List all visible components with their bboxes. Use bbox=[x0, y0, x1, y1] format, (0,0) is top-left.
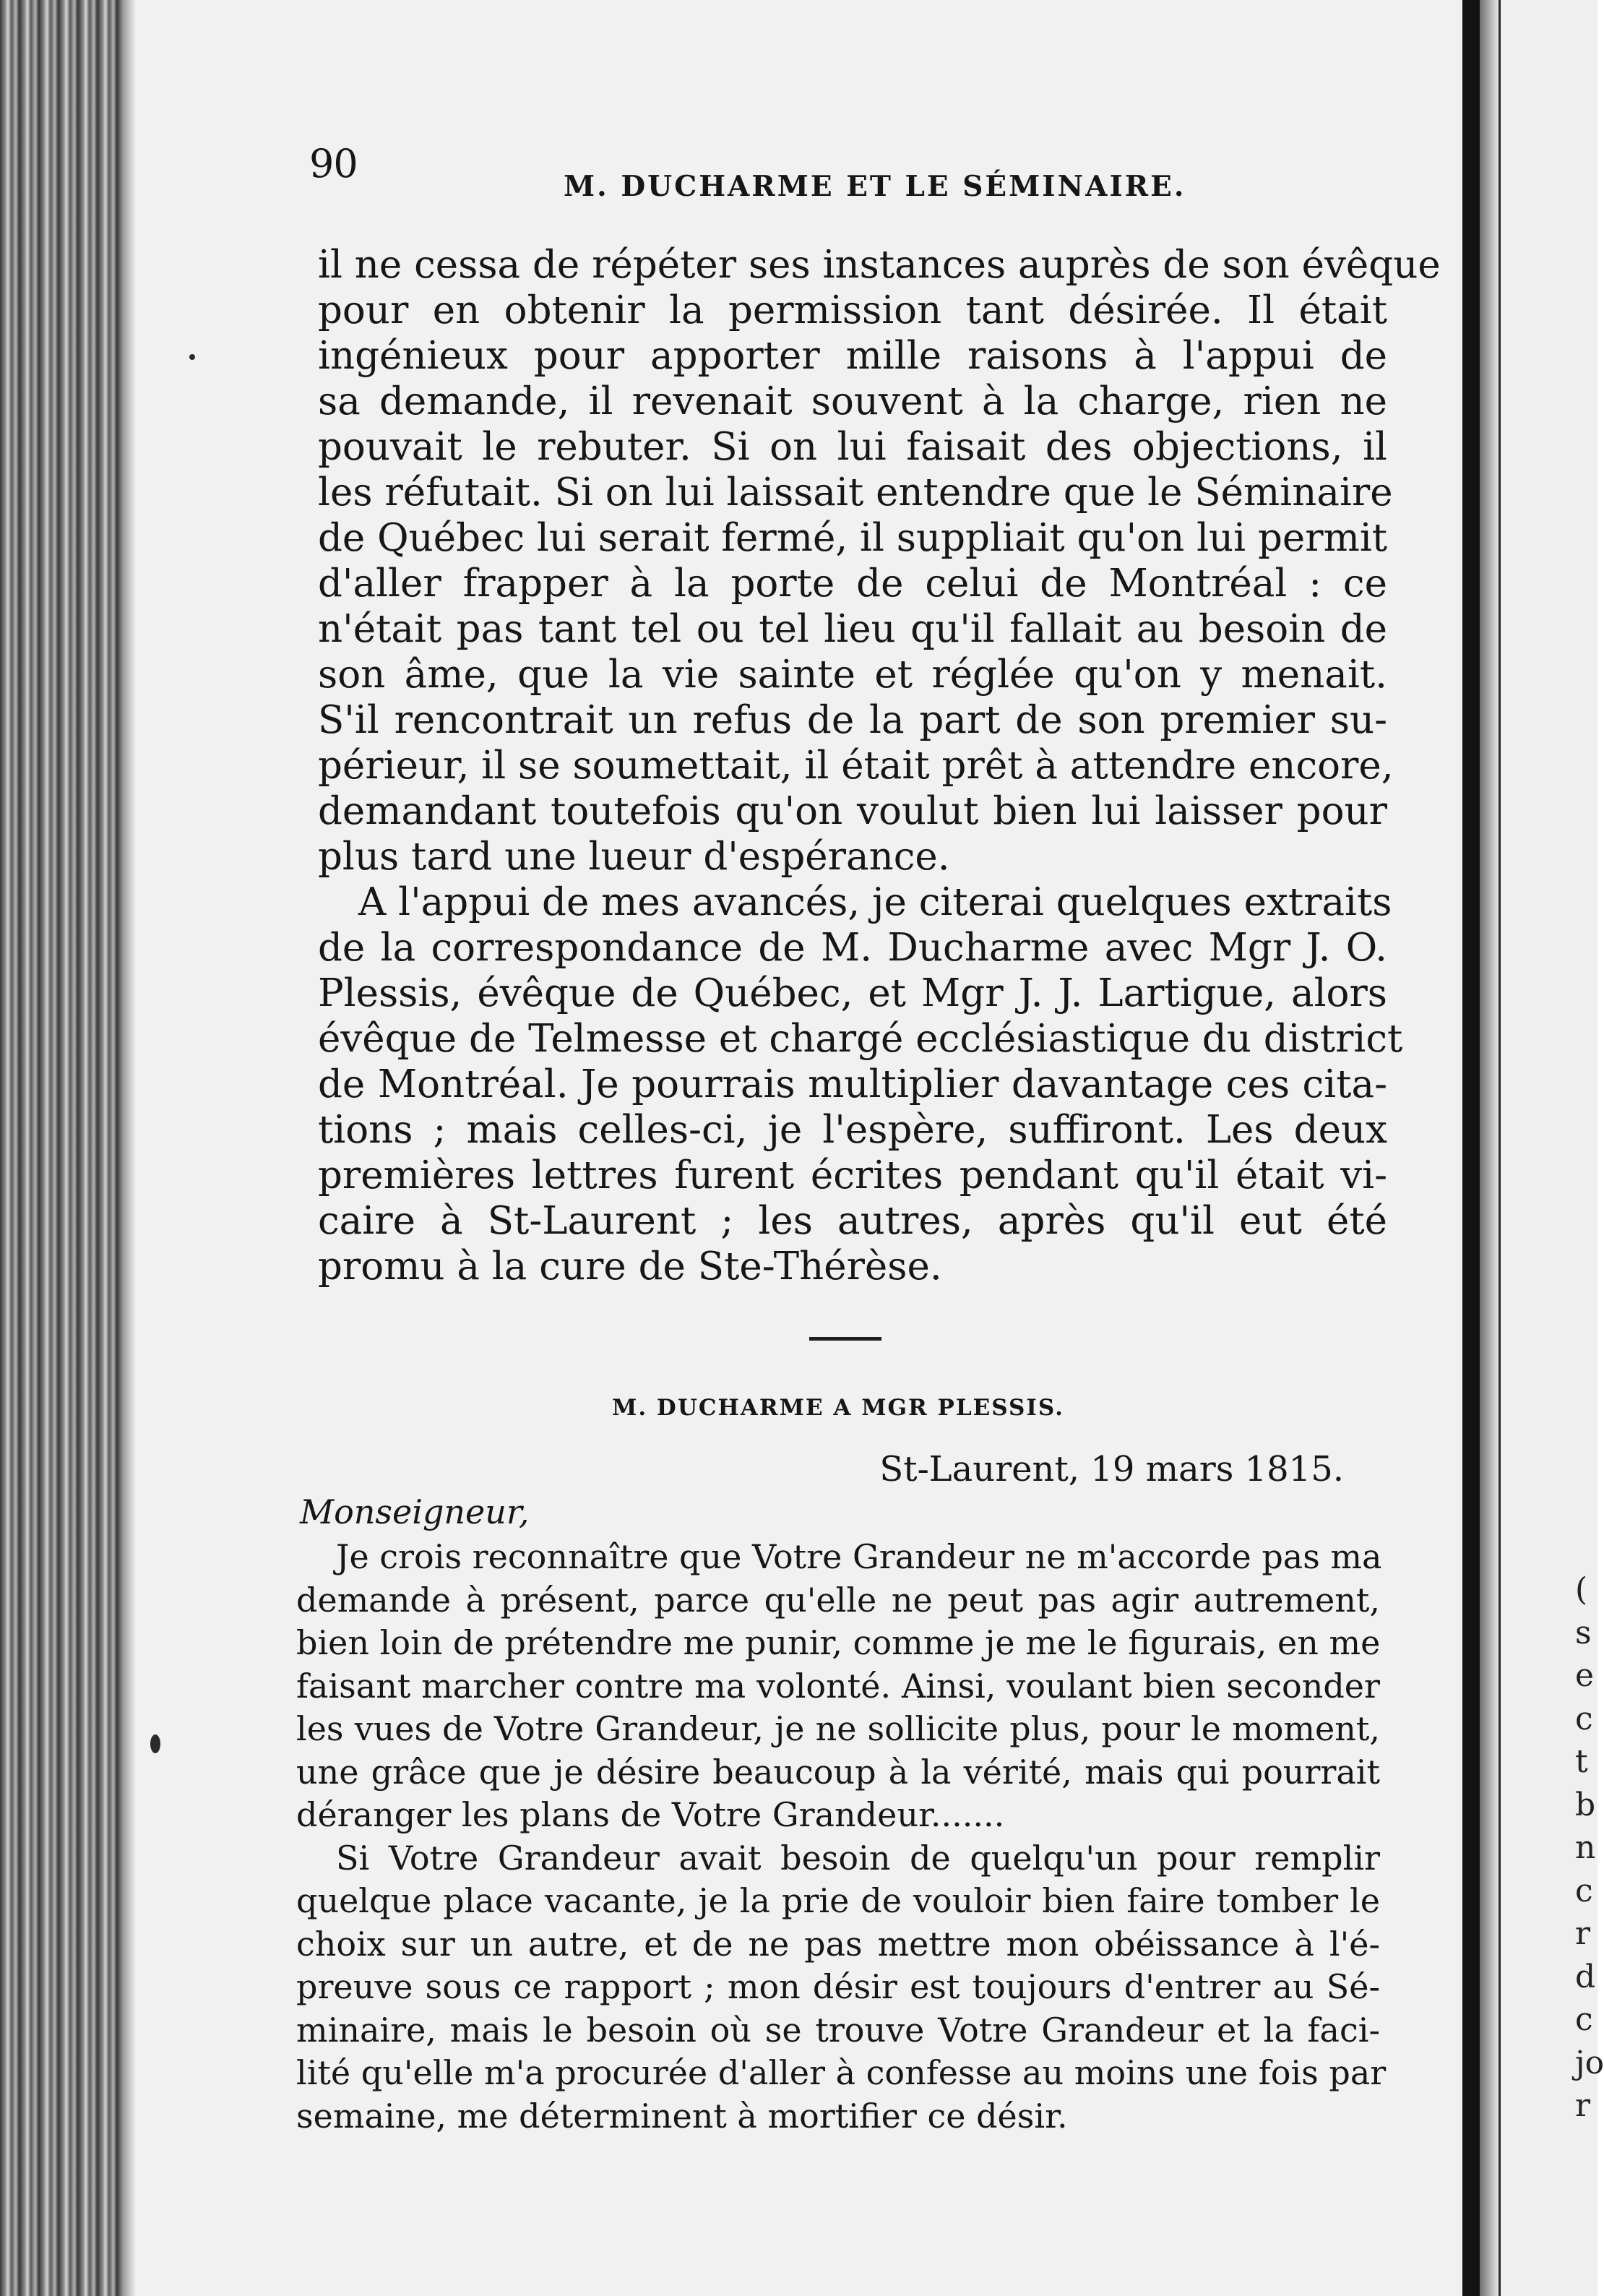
body-line: il ne cessa de répéter ses instances auprès de son évêque bbox=[318, 243, 1441, 287]
edge-letter: s bbox=[1575, 1614, 1592, 1651]
letter-line: une grâce que je désire beaucoup à la vérité, mais qui pourrait bbox=[296, 1752, 1380, 1792]
edge-letter: c bbox=[1575, 2001, 1593, 2038]
body-line: premières lettres furent écrites pendant qu'il était vi- bbox=[318, 1153, 1387, 1198]
body-line: d'aller frapper à la porte de celui de Montréal : ce bbox=[318, 562, 1387, 606]
body-line: S'il rencontrait un refus de la part de son premier su- bbox=[318, 698, 1387, 742]
ink-speck bbox=[189, 354, 195, 360]
body-line: Plessis, évêque de Québec, et Mgr J. J. Lartigue, alors bbox=[318, 971, 1387, 1015]
letter-line: les vues de Votre Grandeur, je ne sollicite plus, pour le moment, bbox=[296, 1709, 1380, 1748]
body-line: de la correspondance de M. Ducharme avec Mgr J. O. bbox=[318, 926, 1387, 970]
body-line: caire à St-Laurent ; les autres, après qu'il eut été bbox=[318, 1199, 1387, 1243]
letter-line: Si Votre Grandeur avait besoin de quelqu'un pour remplir bbox=[336, 1838, 1380, 1878]
letter-line: choix sur un autre, et de ne pas mettre mon obéissance à l'é- bbox=[296, 1924, 1380, 1964]
body-line: ingénieux pour apporter mille raisons à l'appui de bbox=[318, 334, 1387, 378]
book-spine bbox=[0, 0, 123, 2296]
spine-shadow bbox=[123, 0, 136, 2296]
letter-line: déranger les plans de Votre Grandeur....... bbox=[296, 1795, 1005, 1834]
book-gutter bbox=[1462, 0, 1480, 2296]
edge-letter: r bbox=[1575, 2087, 1591, 2124]
body-line: évêque de Telmesse et chargé ecclésiastique du district bbox=[318, 1017, 1403, 1061]
letter-heading: M. DUCHARME A MGR PLESSIS. bbox=[612, 1395, 1064, 1421]
letter-line: Je crois reconnaître que Votre Grandeur ne m'accorde pas ma bbox=[336, 1537, 1382, 1576]
body-line: périeur, il se soumettait, il était prêt à attendre encore, bbox=[318, 744, 1394, 788]
body-line: sa demande, il revenait souvent à la charge, rien ne bbox=[318, 379, 1387, 423]
letter-line: demande à présent, parce qu'elle ne peut pas agir autrement, bbox=[296, 1580, 1380, 1620]
edge-letter: c bbox=[1575, 1872, 1593, 1909]
body-text bbox=[318, 242, 1441, 1289]
body-line: A l'appui de mes avancés, je citerai quelques extraits bbox=[358, 880, 1392, 924]
letter-line: quelque place vacante, je la prie de vouloir bien faire tomber le bbox=[296, 1881, 1380, 1920]
edge-letter: d bbox=[1575, 1958, 1596, 1995]
section-rule bbox=[809, 1337, 881, 1341]
edge-letter: jo bbox=[1575, 2044, 1604, 2081]
edge-letter: r bbox=[1575, 1915, 1591, 1952]
body-line: pour en obtenir la permission tant désirée. Il était bbox=[318, 288, 1387, 332]
body-line: les réfutait. Si on lui laissait entendre que le Séminaire bbox=[318, 470, 1393, 515]
text-page bbox=[289, 141, 1441, 2136]
letter-line: preuve sous ce rapport ; mon désir est toujours d'entrer au Sé- bbox=[296, 1967, 1380, 2006]
page-number: 90 bbox=[309, 141, 358, 186]
body-line: tions ; mais celles-ci, je l'espère, suffiront. Les deux bbox=[318, 1108, 1387, 1152]
letter-line: bien loin de prétendre me punir, comme je me le figurais, en me bbox=[296, 1623, 1381, 1662]
body-line: promu à la cure de Ste-Thérèse. bbox=[318, 1244, 942, 1289]
edge-letter: c bbox=[1575, 1700, 1593, 1737]
edge-letter: t bbox=[1575, 1743, 1588, 1780]
letter-line: lité qu'elle m'a procurée d'aller à confesse au moins une fois par bbox=[296, 2053, 1387, 2092]
body-line: n'était pas tant tel ou tel lieu qu'il fallait au besoin de bbox=[318, 607, 1387, 651]
edge-letter: n bbox=[1575, 1829, 1596, 1866]
body-line: demandant toutefois qu'on voulut bien lui laisser pour bbox=[318, 789, 1387, 833]
letter-salutation: Monseigneur, bbox=[300, 1492, 530, 1531]
letter-line: minaire, mais le besoin où se trouve Votre Grandeur et la faci- bbox=[296, 2010, 1380, 2050]
body-line: pouvait le rebuter. Si on lui faisait des objections, il bbox=[318, 425, 1387, 469]
edge-letter: e bbox=[1575, 1657, 1595, 1694]
letter-line: semaine, me déterminent à mortifier ce désir. bbox=[296, 2096, 1068, 2136]
edge-letter: ( bbox=[1575, 1571, 1588, 1608]
running-title: M. DUCHARME ET LE SÉMINAIRE. bbox=[564, 170, 1186, 203]
letter-place-date: St-Laurent, 19 mars 1815. bbox=[879, 1449, 1344, 1489]
edge-letter: b bbox=[1575, 1786, 1596, 1823]
body-line: de Montréal. Je pourrais multiplier davantage ces cita- bbox=[318, 1062, 1387, 1106]
body-line: son âme, que la vie sainte et réglée qu'on y menait. bbox=[318, 653, 1387, 697]
body-line: plus tard une lueur d'espérance. bbox=[318, 835, 950, 879]
body-line: de Québec lui serait fermé, il suppliait qu'on lui permit bbox=[318, 516, 1388, 560]
letter-body bbox=[296, 1536, 1387, 2138]
letter-line: faisant marcher contre ma volonté. Ainsi, voulant bien seconder bbox=[296, 1666, 1380, 1706]
gutter-shadow bbox=[1480, 0, 1499, 2296]
running-head bbox=[289, 141, 1387, 206]
ink-speck bbox=[150, 1734, 160, 1753]
next-page-edge-letters bbox=[1575, 1568, 1604, 2128]
